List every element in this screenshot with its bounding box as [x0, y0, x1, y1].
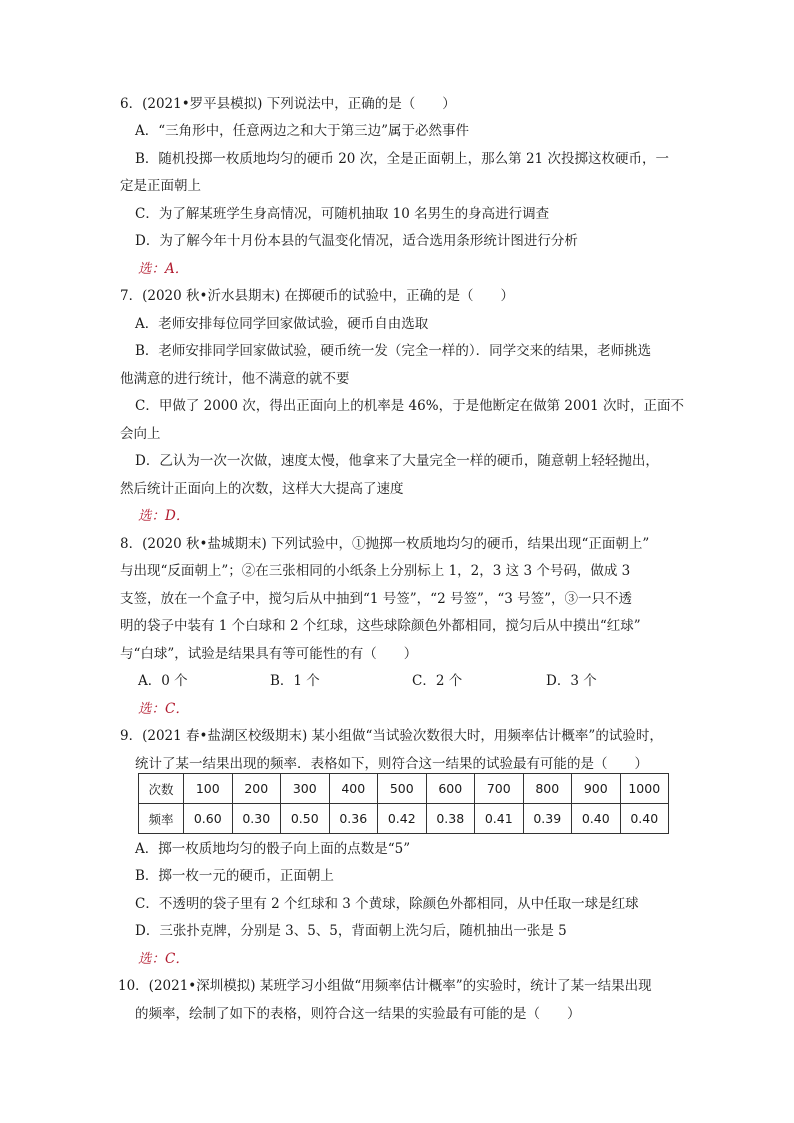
table-cell: 900 — [572, 774, 621, 804]
q6-option-c: C．为了解某班学生身高情况，可随机抽取 10 名男生的身高进行调查 — [135, 206, 550, 222]
q9-option-c: C．不透明的袋子里有 2 个红球和 3 个黄球，除颜色外都相同，从中任取一球是红球 — [135, 896, 639, 912]
table-row — [139, 804, 669, 834]
q8-option-d: D．3 个 — [546, 673, 597, 689]
table-cell: 300 — [281, 774, 330, 804]
q9-option-a: A．掷一枚质地均匀的骰子向上面的点数是“5” — [135, 841, 411, 857]
q6-option-d: D．为了解今年十月份本县的气温变化情况，适合选用条形统计图进行分析 — [135, 233, 578, 249]
q8-option-c: C．2 个 — [412, 673, 463, 689]
q9-option-b: B．掷一枚一元的硬币，正面朝上 — [135, 868, 334, 884]
q10-stem-line2: 的频率，绘制了如下的表格，则符合这一结果的实验最有可能的是（ ） — [135, 1006, 581, 1022]
q8-option-a: A．0 个 — [138, 673, 188, 689]
table-cell: 0.30 — [232, 804, 281, 834]
q9-answer: 选：C． — [138, 951, 189, 967]
table-cell: 0.38 — [426, 804, 475, 834]
q6-answer: 选：A． — [138, 261, 189, 277]
table-cell: 600 — [426, 774, 475, 804]
table-cell: 200 — [232, 774, 281, 804]
table-row-label: 次数 — [139, 774, 184, 804]
frequency-table — [138, 773, 669, 834]
q7-option-d-line2: 然后统计正面向上的次数，这样大大提高了速度 — [120, 481, 404, 497]
q6-option-b-line2: 定是正面朝上 — [120, 178, 201, 194]
table-cell: 500 — [378, 774, 427, 804]
table-cell: 0.60 — [184, 804, 233, 834]
q8-stem-line2: 与出现“反面朝上”；②在三张相同的小纸条上分别标上 1，2，3 这 3 个号码，做成 3 — [120, 563, 631, 579]
table-cell: 800 — [523, 774, 572, 804]
q7-option-c-line2: 会向上 — [120, 426, 161, 442]
table-row — [139, 774, 669, 804]
q9-stem-line2: 统计了某一结果出现的频率．表格如下，则符合这一结果的试验最有可能的是（ ） — [135, 756, 648, 772]
table-cell: 400 — [329, 774, 378, 804]
table-cell: 0.41 — [475, 804, 524, 834]
table-cell: 100 — [184, 774, 233, 804]
q7-option-c-line1: C．甲做了 2000 次，得出正面向上的机率是 46%，于是他断定在做第 2001 次时，正面不 — [135, 398, 685, 414]
q7-answer: 选：D． — [138, 508, 190, 524]
table-cell: 0.39 — [523, 804, 572, 834]
q8-stem-line3: 支签，放在一个盒子中，搅匀后从中抽到“1 号签”，“2 号签”，“3 号签”，③一只不透 — [120, 591, 633, 607]
q8-stem-line1: 8．(2020 秋•盐城期末) 下列试验中，①抛掷一枚质地均匀的硬币，结果出现“正面朝上” — [120, 536, 650, 552]
q7-option-a: A．老师安排每位同学回家做试验，硬币自由选取 — [135, 316, 429, 332]
table-cell: 0.42 — [378, 804, 427, 834]
q9-option-d: D．三张扑克牌，分别是 3、5、5，背面朝上洗匀后，随机抽出一张是 5 — [135, 923, 567, 939]
table-cell: 0.36 — [329, 804, 378, 834]
q8-option-b: B．1 个 — [270, 673, 320, 689]
q6-option-b-line1: B．随机投掷一枚质地均匀的硬币 20 次，全是正面朝上，那么第 21 次投掷这枚硬币，一 — [135, 151, 669, 167]
q8-stem-line5: 与“白球”，试验是结果具有等可能性的有（ ） — [120, 646, 418, 662]
q8-answer: 选：C． — [138, 701, 189, 717]
table-cell: 700 — [475, 774, 524, 804]
q6-option-a: A．“三角形中，任意两边之和大于第三边”属于必然事件 — [135, 123, 470, 139]
table-cell: 0.50 — [281, 804, 330, 834]
q6-stem: 6．(2021•罗平县模拟) 下列说法中，正确的是（ ） — [120, 96, 456, 112]
q7-option-b-line1: B．老师安排同学回家做试验，硬币统一发（完全一样的）．同学交来的结果，老师挑选 — [135, 343, 652, 359]
q8-stem-line4: 明的袋子中装有 1 个白球和 2 个红球，这些球除颜色外都相同，搅匀后从中摸出“红球” — [120, 618, 641, 634]
q9-stem-line1: 9．(2021 春•盐湖区校级期末) 某小组做“当试验次数很大时，用频率估计概率”的试验时， — [120, 728, 663, 744]
table-cell: 0.40 — [620, 804, 669, 834]
table-row-label: 频率 — [139, 804, 184, 834]
table-cell: 1000 — [620, 774, 669, 804]
table-cell: 0.40 — [572, 804, 621, 834]
q7-option-d-line1: D．乙认为一次一次做，速度太慢，他拿来了大量完全一样的硬币，随意朝上轻轻抛出， — [135, 453, 659, 469]
q7-stem: 7．(2020 秋•沂水县期末) 在掷硬币的试验中，正确的是（ ） — [120, 288, 515, 304]
q10-stem-line1: 10．(2021•深圳模拟) 某班学习小组做“用频率估计概率”的实验时，统计了某一结果出现 — [118, 978, 652, 994]
q7-option-b-line2: 他满意的进行统计，他不满意的就不要 — [120, 371, 350, 387]
